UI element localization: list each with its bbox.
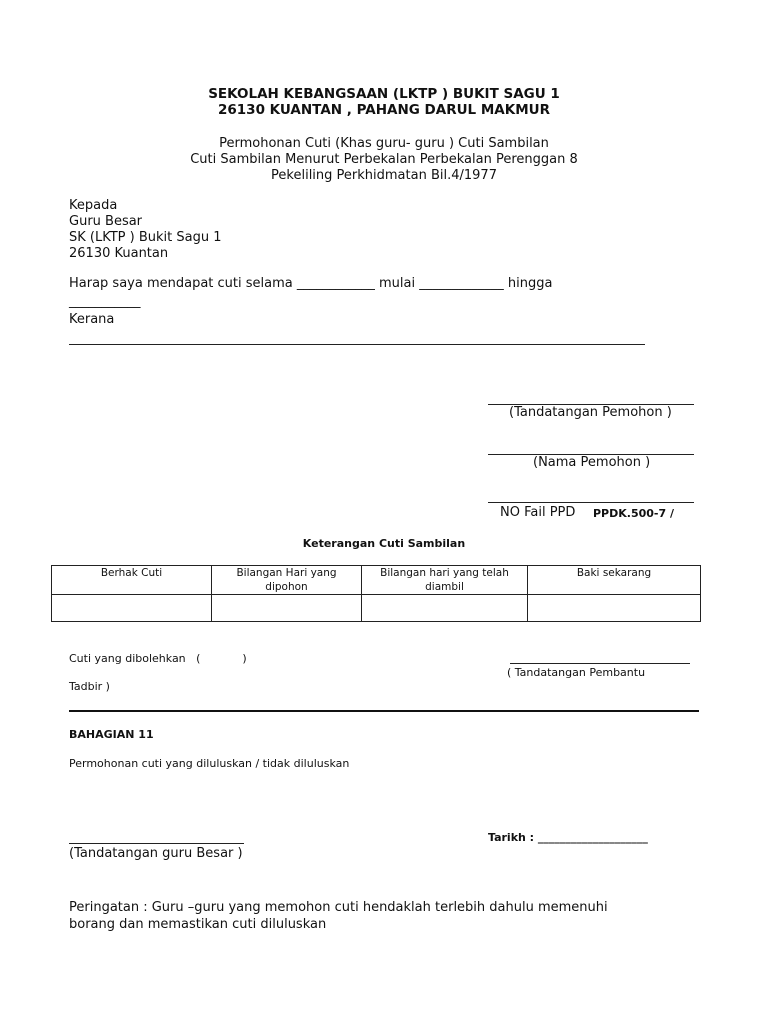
- file-number-value: PPDK.500-7 /: [593, 507, 674, 520]
- leave-table-header: Bilangan Hari yang dipohon: [212, 566, 362, 595]
- form-title: Permohonan Cuti (Khas guru- guru ) Cuti Sambilan: [219, 136, 549, 151]
- file-number-line: [488, 502, 694, 503]
- admin-signature-label-cont: Tadbir ): [69, 680, 110, 693]
- leave-table-row: [52, 595, 701, 622]
- leave-request-end-blank: ___________: [69, 294, 141, 309]
- leave-table-cell[interactable]: [362, 595, 528, 622]
- notice-line-2: borang dan memastikan cuti diluluskan: [69, 917, 327, 932]
- file-number-label: NO Fail PPD: [500, 505, 576, 520]
- leave-table-header-row: [52, 566, 701, 595]
- headmaster-signature-label: (Tandatangan guru Besar ): [69, 846, 243, 861]
- applicant-name-label: (Nama Pemohon ): [533, 455, 651, 470]
- school-name: SEKOLAH KEBANGSAAN (LKTP ) BUKIT SAGU 1: [208, 86, 560, 102]
- leave-request-line: Harap saya mendapat cuti selama ____________ mulai _____________ hingga: [69, 276, 553, 291]
- leave-table: [51, 565, 701, 622]
- leave-table-header: Baki sekarang: [528, 566, 701, 595]
- form-subtitle-1: Cuti Sambilan Menurut Perbekalan Perbekalan Perenggan 8: [190, 152, 578, 167]
- leave-table-header: Berhak Cuti: [52, 566, 212, 595]
- school-address: 26130 KUANTAN , PAHANG DARUL MAKMUR: [218, 102, 550, 118]
- leave-table-cell[interactable]: [52, 595, 212, 622]
- recipient-school: SK (LKTP ) Bukit Sagu 1: [69, 230, 222, 245]
- leave-table-header: Bilangan hari yang telah diambil: [362, 566, 528, 595]
- leave-table-cell[interactable]: [212, 595, 362, 622]
- admin-signature-line: [510, 663, 690, 664]
- form-subtitle-2: Pekeliling Perkhidmatan Bil.4/1977: [271, 168, 497, 183]
- leave-table-cell[interactable]: [528, 595, 701, 622]
- notice-line-1: Peringatan : Guru –guru yang memohon cuti hendaklah terlebih dahulu memenuhi: [69, 900, 608, 915]
- section-divider: [69, 710, 699, 712]
- recipient-postcode: 26130 Kuantan: [69, 246, 169, 261]
- reason-label: Kerana: [69, 312, 115, 327]
- leave-table-title: Keterangan Cuti Sambilan: [302, 537, 466, 550]
- part2-statement: Permohonan cuti yang diluluskan / tidak diluluskan: [69, 757, 350, 770]
- admin-signature-label: ( Tandatangan Pembantu: [507, 666, 646, 679]
- headmaster-signature-line: [69, 843, 244, 844]
- allowed-leave-label: Cuti yang dibolehkan ( ): [69, 652, 247, 665]
- recipient-title: Guru Besar: [69, 214, 143, 229]
- recipient-kepada: Kepada: [69, 198, 118, 213]
- applicant-signature-label: (Tandatangan Pemohon ): [509, 405, 672, 420]
- reason-line: [69, 344, 645, 345]
- date-label: Tarikh : ____________________: [488, 831, 648, 844]
- part2-heading: BAHAGIAN 11: [69, 728, 154, 741]
